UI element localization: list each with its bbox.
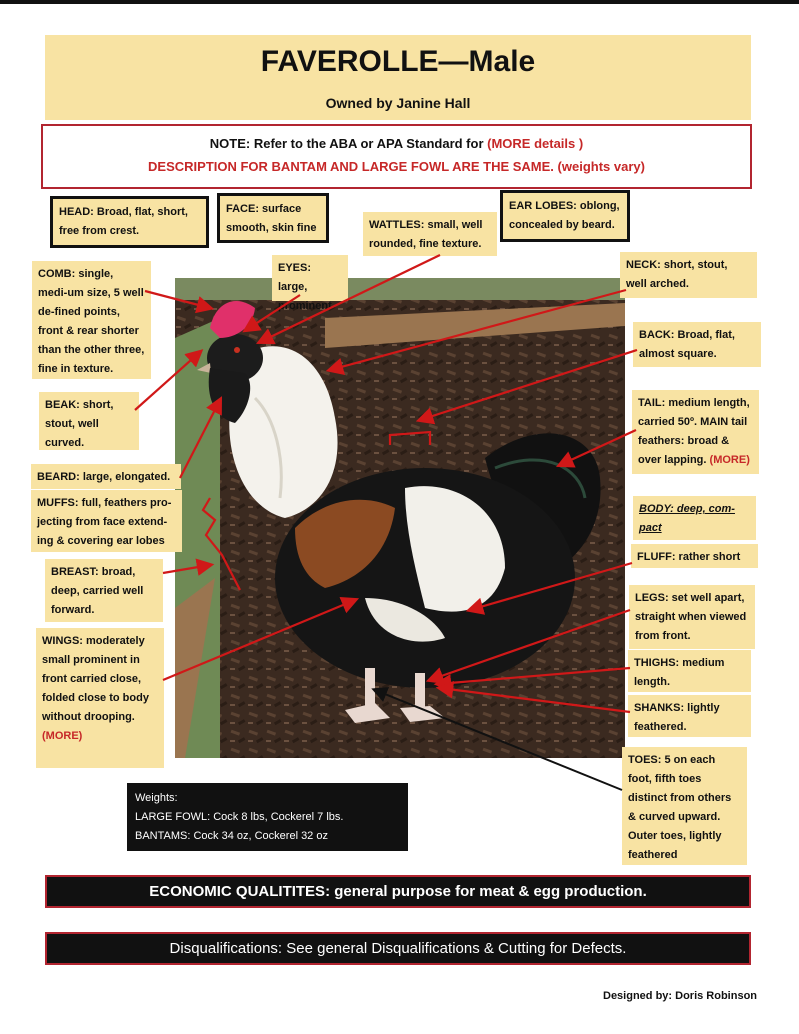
wattles-label: WATTLES: small, well rounded, fine texture. — [363, 212, 497, 256]
weights-heading: Weights: — [135, 792, 178, 804]
neck-label: NECK: short, stout, well arched. — [620, 252, 757, 298]
ear-lobes-label: EAR LOBES: oblong, concealed by beard. — [500, 190, 630, 242]
top-border — [0, 0, 799, 4]
eyes-label: EYES: large, prominent — [272, 255, 348, 301]
wings-text: WINGS: moderately small prominent in front carried close, folded close to body without drooping. — [42, 635, 149, 723]
rooster-photo — [175, 278, 625, 758]
disqualifications-banner: Disqualifications: See general Disqualifications & Cutting for Defects. — [45, 932, 751, 965]
page-title: FAVEROLLE—Male — [260, 45, 536, 78]
shanks-label: SHANKS: lightly feathered. — [628, 695, 751, 737]
weights-vary-note: (weights vary) — [557, 159, 645, 174]
note-line-1 — [43, 136, 750, 151]
tail-text: TAIL: medium length, carried 50º. MAIN tail feathers: broad & over lapping. — [638, 397, 750, 466]
beard-label: BEARD: large, elongated. — [31, 464, 181, 489]
designer-credit: Designed by: Doris Robinson — [603, 990, 758, 1002]
thighs-label: THIGHS: medium length. — [628, 650, 751, 692]
owner-line: Owned by Janine Hall — [325, 95, 471, 111]
more-details-link[interactable]: (MORE details ) — [487, 136, 584, 151]
weights-box — [127, 783, 408, 851]
fluff-label: FLUFF: rather short — [631, 544, 758, 568]
legs-label: LEGS: set well apart, straight when viewed from front. — [629, 585, 755, 649]
toes-text: TOES: 5 on each foot, fifth toes distinct from others & curved upward. — [628, 754, 732, 823]
head-label: HEAD: Broad, flat, short, free from crest. — [50, 196, 209, 248]
note-description: DESCRIPTION FOR BANTAM AND LARGE FOWL ARE THE SAME. — [148, 159, 554, 174]
comb-label: COMB: single, medi-um size, 5 well de-fined points, front & rear shorter than the other three, fine in texture. — [32, 261, 151, 379]
body-label: BODY: deep, com-pact — [633, 496, 756, 540]
title-panel — [45, 35, 751, 120]
face-label: FACE: surface smooth, skin fine — [217, 193, 329, 243]
toes-label — [622, 747, 747, 865]
muffs-label: MUFFS: full, feathers pro-jecting from face extend-ing & covering ear lobes — [31, 490, 182, 552]
wings-label — [36, 628, 164, 768]
economic-qualities-banner: ECONOMIC QUALITITES: general purpose for meat & egg production. — [45, 875, 751, 908]
breast-label: BREAST: broad, deep, carried well forward. — [45, 559, 163, 622]
note-box — [41, 124, 752, 189]
beak-label: BEAK: short, stout, well curved. — [39, 392, 139, 450]
outer-toes-text: Outer toes, lightly feathered — [628, 830, 722, 861]
tail-label — [632, 390, 759, 474]
weights-bantams: BANTAMS: Cock 34 oz, Cockerel 32 oz — [135, 830, 328, 842]
back-label: BACK: Broad, flat, almost square. — [633, 322, 761, 367]
tail-more-link[interactable]: (MORE) — [709, 454, 750, 466]
note-line-2 — [43, 159, 750, 174]
wings-more-link[interactable]: (MORE) — [42, 730, 83, 742]
note-text: NOTE: Refer to the ABA or APA Standard for — [209, 136, 488, 151]
weights-large-fowl: LARGE FOWL: Cock 8 lbs, Cockerel 7 lbs. — [135, 811, 344, 823]
